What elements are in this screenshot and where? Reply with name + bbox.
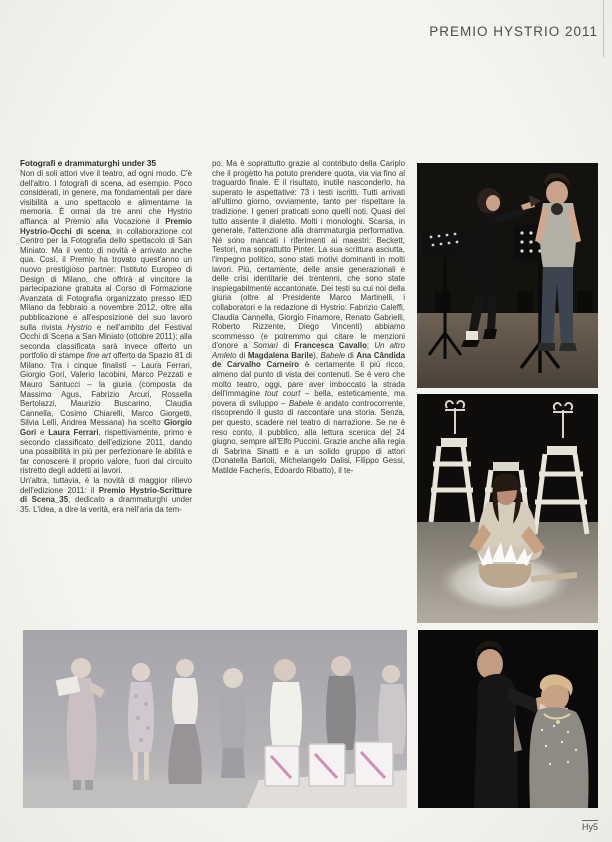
article-column-1	[20, 159, 192, 514]
photo-stage-music-stands-art	[417, 163, 598, 388]
page-number: Hy5	[581, 822, 598, 832]
article-heading: Fotografi e drammaturghi under 35	[20, 159, 157, 168]
photo-stage-music-stands	[417, 163, 598, 388]
photo-actor-actress-duo	[418, 630, 598, 808]
article-column-1-text: Non di soli attori vive il teatro, ad ogni modo. C'è dell'altro. I fotografi di scena, ad esempio. Poco considerati, in genere, ma fondamentali per dare visibilità a uno spettacolo e alimentarne la memoria. È ormai da tre anni che Hystrio affianca al Premio alla Vocazione il Premio Hystrio-Occhi di scena, in collaborazione col Centro per la Fotografia dello spettacolo di San Miniato. Ma il vento di novità è arrivato anche qua. Così, il Premio ha trovato quest'anno un nuovo prestigioso partner: l'Istituto Europeo di Design di Milano, che offrirà al vincitore la partecipazione gratuita al Corso di Formazione Avanzata di Fotografia organizzato presso IED Milano da febbraio a novembre 2012, oltre alla pubblicazione e all'esposizione del suo lavoro sulla rivista Hystrio e nell'ambito del Festival Occhi di Scena a San Miniato (ottobre 2011); alla seconda classificata sarà invece offerto un portfolio di stampe fine art offerto da Spazio 81 di Milano. Tra i cinque finalisti – Laura Ferrari, Giorgio Gori, Valerio Iacobini, Marco Pezzati e Mauro Santucci – la giuria (composta da Massimo Agus, Fabrizio Arcuri, Rossella Bertolazzi, Maurizio Buscarino, Claudia Cannella, Cosimo Chiarelli, Marco Giorgetti, Silvia Lelli, Andrea Messana) ha scelto Giorgio Gori e Laura Ferrari, rispettivamente, primo e secondo classificato dell'edizione 2011, dando una possibilità in più per perfezionare le abilità e far conoscere il proprio valore, fuori dal circuito ristretto degli addetti ai lavori. Un'altra, tuttavia, è la novità di maggior rilievo dell'edizione 2011: il Premio Hystrio-Scritture di Scena_35, dedicato a drammaturghi under 35. L'idea, a dire la verità, era nell'aria da tem-	[20, 169, 193, 514]
article-column-2	[212, 159, 405, 476]
header-vertical-rule	[603, 0, 604, 57]
photo-basket-easels-art	[417, 394, 598, 623]
photo-actor-actress-duo-art	[418, 630, 598, 808]
photo-ceremony-group	[23, 630, 407, 808]
photo-ceremony-group-art	[23, 630, 407, 808]
page-title: PREMIO HYSTRIO 2011	[429, 24, 598, 39]
article-column-2-text: po. Ma è soprattutto grazie al contributo della Cariplo che il progetto ha potuto prendere quota, via via fino al traguardo finale. E il risultato, inutile nasconderlo, ha superato le aspettative: 73 i testi iscritti. Tutti arrivati all'ultimo giorno, ovviamente, tanto per rispettare la tradizione. I generi praticati sono quelli noti. Quasi del tutto assente il dialetto. Molti i monologhi. Scarsa, in generale, l'attenzione alla drammaturgia performativa. Né sono mancati i riferimenti ai maestri: Beckett, Testori, ma soprattutto Pinter. La sua scrittura asciutta, l'impegno politico, sono stati motivi dominanti in molti lavori. Più, certamente, delle ansie generazionali e delle crisi identitarie dei trentenni, che sono state inspiegabilmente accantonate. Dei testi su cui noi della giuria (oltre al Presidente Marco Martinelli, i collaboratori e la redazione di Hystrio: Fabrizio Caleffi, Claudia Cannella, Giorgio Finamore, Renato Gabrielli, Roberto Rizzente, Diego Vincenti) abbiamo scommesso (e potremmo qui citare le menzioni d'onore a Somari di Francesca Cavallo; Un altro Amleto di Magdalena Barile), Babele di Ana Cândida de Carvalho Carneiro è certamente il più ricco, almeno dal punto di vista dei contenuti. Se è vero che molto teatro, oggi, pare aver imboccato la strada dell'immagine tout court – bella, esteticamente, ma povera di sviluppo – Babele è andato controcorrente, riscoprendo il gusto di raccontare una storia. Senza, per questo, scadere nel teatro di narrazione. Se ne è reso conto, il pubblico, alla lettura scenica del 24 giugno, sempre all'Elfo Puccini. Grazie anche alla regia di Sabrina Sinatti e a un solido gruppo di attori (Donatella Bartoli, Michelangelo Dalisi, Filippo Gessi, Matilde Facheris, Edoardo Ribatto), il te-	[212, 159, 405, 475]
photo-basket-easels	[417, 394, 598, 623]
